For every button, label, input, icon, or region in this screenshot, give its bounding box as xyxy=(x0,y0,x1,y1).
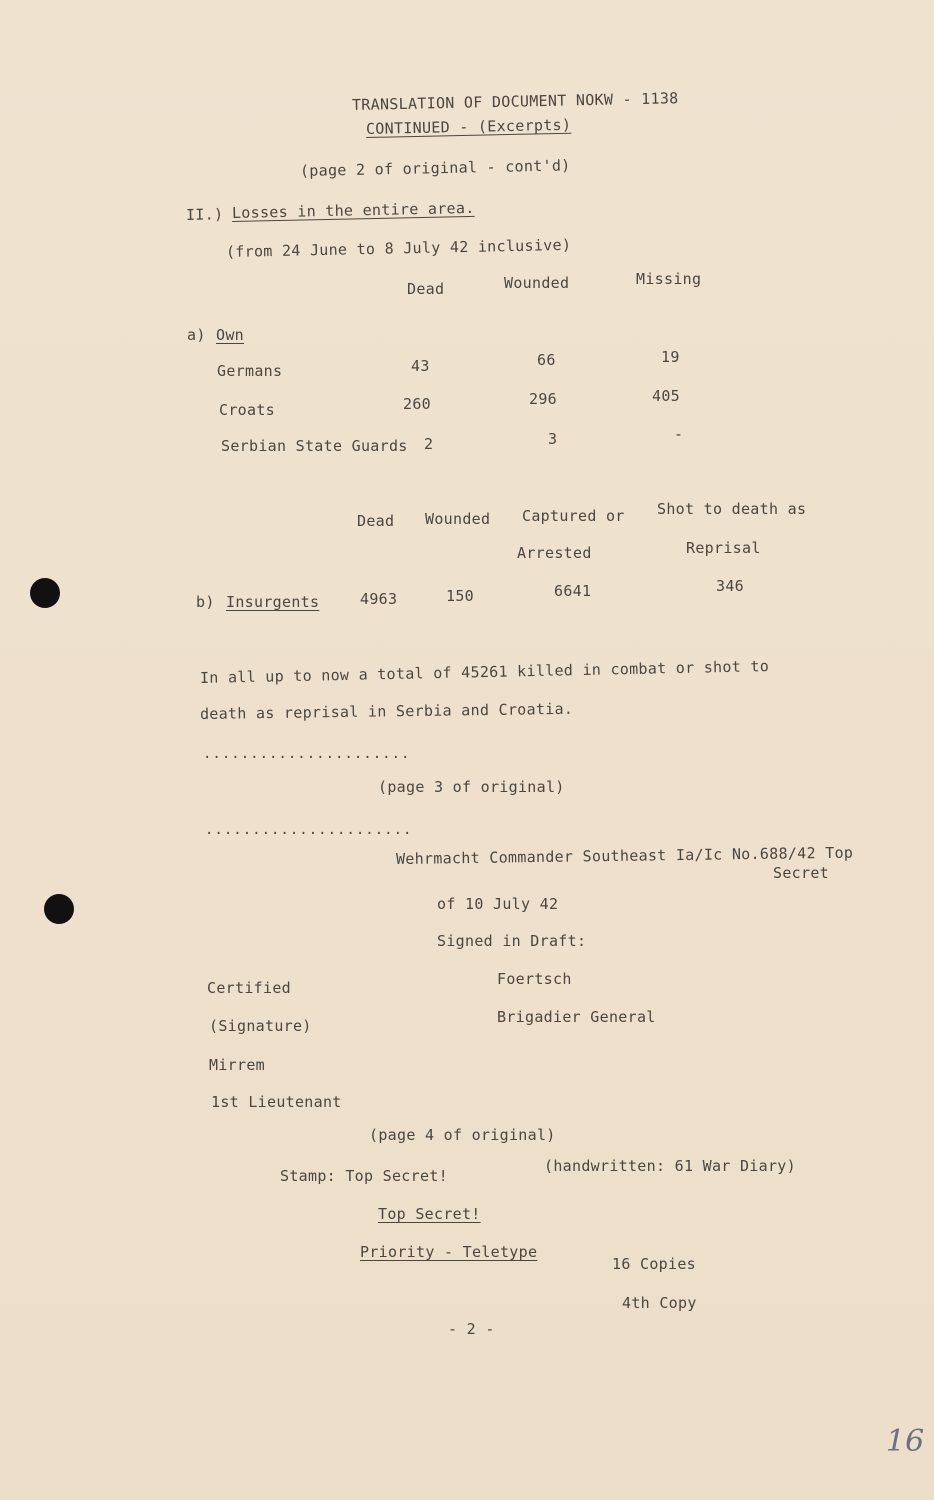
insurgents-label: b) xyxy=(196,593,215,611)
punch-hole-top xyxy=(30,578,60,608)
certified: Certified xyxy=(207,979,291,997)
signer-name: Foertsch xyxy=(497,970,572,988)
signature-note: (Signature) xyxy=(209,1017,312,1035)
col-dead: Dead xyxy=(407,280,445,298)
wehrmacht-line: Wehrmacht Commander Southeast Ia/Ic No.688/42 Top xyxy=(395,843,854,868)
date-line: of 10 July 42 xyxy=(437,895,559,913)
insurgents-text: Insurgents xyxy=(226,593,320,611)
row-germans-missing: 19 xyxy=(661,348,680,366)
row-croats-wounded: 296 xyxy=(529,390,557,408)
signer-rank: Brigadier General xyxy=(497,1008,656,1026)
col-missing: Missing xyxy=(636,270,702,288)
ins-col-arrested: Arrested xyxy=(517,544,592,562)
ins-col-reprisal: Reprisal xyxy=(686,539,761,557)
header-title: TRANSLATION OF DOCUMENT NOKW - 1138 xyxy=(351,89,679,114)
section-heading: Losses in the entire area. xyxy=(231,198,475,222)
stamp-note: Stamp: Top Secret! xyxy=(280,1167,448,1185)
insurgents-captured: 6641 xyxy=(554,582,592,600)
insurgents-wounded: 150 xyxy=(446,587,474,605)
top-secret: Top Secret! xyxy=(378,1205,481,1223)
col-wounded: Wounded xyxy=(504,274,570,292)
insurgents-shot: 346 xyxy=(716,577,744,595)
row-serbian-dead: 2 xyxy=(424,435,434,453)
page-ref-2: (page 2 of original - cont'd) xyxy=(299,156,571,180)
signed-in-draft: Signed in Draft: xyxy=(437,932,587,950)
row-croats-dead: 260 xyxy=(403,395,431,413)
separator-dots-2: ...................... xyxy=(205,822,413,838)
certifier-rank: 1st Lieutenant xyxy=(211,1093,342,1111)
separator-dots-1: ...................... xyxy=(203,746,411,762)
own-label-text: Own xyxy=(216,326,244,344)
ins-col-wounded: Wounded xyxy=(425,510,491,528)
row-germans-wounded: 66 xyxy=(537,351,556,369)
own-label: a) xyxy=(187,326,206,344)
punch-hole-bottom xyxy=(44,894,74,924)
insurgents-dead: 4963 xyxy=(360,590,398,608)
margin-handwritten-number: 16 xyxy=(886,1424,925,1459)
ins-col-dead: Dead xyxy=(357,512,395,530)
secret-word: Secret xyxy=(773,864,829,882)
copy-number: 4th Copy xyxy=(622,1294,697,1312)
ins-col-shot: Shot to death as xyxy=(657,500,807,518)
page-number: - 2 - xyxy=(448,1320,495,1338)
row-serbian-wounded: 3 xyxy=(548,430,558,448)
row-germans-name: Germans xyxy=(217,362,283,380)
section-number: II.) xyxy=(185,205,224,224)
page-ref-3: (page 3 of original) xyxy=(378,778,565,796)
total-line-1: In all up to now a total of 45261 killed in combat or shot to xyxy=(199,657,770,687)
priority-line: Priority - Teletype xyxy=(360,1243,538,1261)
total-line-2: death as reprisal in Serbia and Croatia. xyxy=(199,699,574,723)
certifier-name: Mirrem xyxy=(209,1056,265,1074)
row-croats-name: Croats xyxy=(219,401,275,419)
ins-col-captured: Captured or xyxy=(522,507,625,525)
handwritten-note: (handwritten: 61 War Diary) xyxy=(544,1157,796,1175)
row-croats-missing: 405 xyxy=(652,387,680,405)
header-subtitle: CONTINUED - (Excerpts) xyxy=(365,115,572,138)
page-ref-4: (page 4 of original) xyxy=(369,1126,556,1144)
copies-count: 16 Copies xyxy=(612,1255,696,1273)
row-germans-dead: 43 xyxy=(411,357,430,375)
row-serbian-missing: - xyxy=(674,425,684,443)
period: (from 24 June to 8 July 42 inclusive) xyxy=(225,235,572,261)
row-serbian-name: Serbian State Guards xyxy=(221,437,408,455)
